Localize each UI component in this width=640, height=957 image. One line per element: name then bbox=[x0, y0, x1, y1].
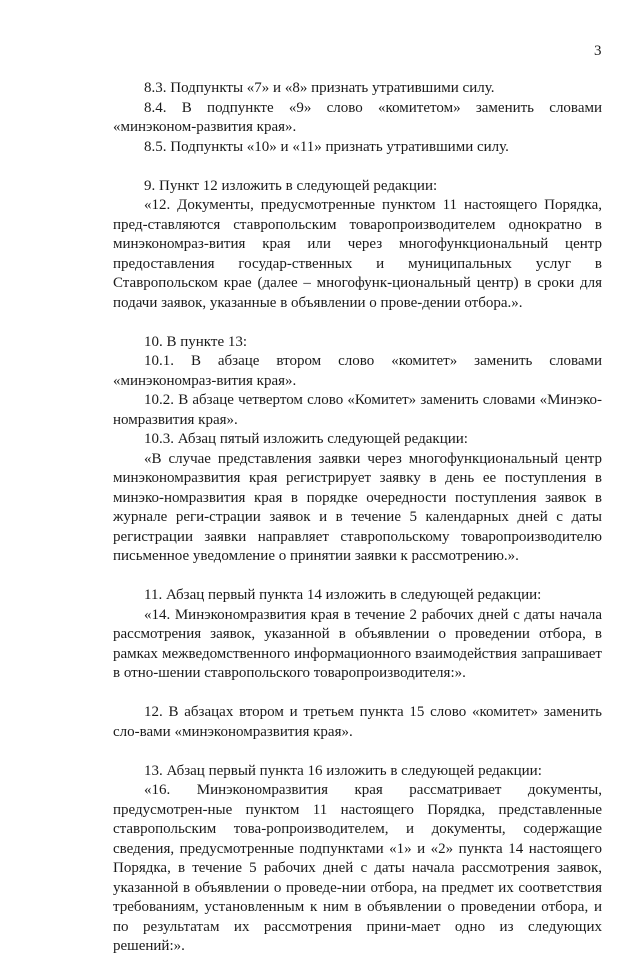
paragraph-9-text: «12. Документы, предусмотренные пунктом 11 настоящего Порядка, пред-ставляются ставропольским товаропроизводителем однократно в минэкономраз-вития края или через многофункциональный центр предоставления государ-ственных и муниципальных услуг в Ставропольском крае (далее – многофунк-циональный центр) в сроки для подачи заявок, указанные в объявлении о прове-дении отбора.». bbox=[113, 197, 602, 311]
document-body bbox=[113, 79, 602, 957]
paragraph-10-2: 10.2. В абзаце четвертом слово «Комитет» заменить словами «Минэко-номразвития края». bbox=[113, 392, 602, 428]
spacer bbox=[113, 742, 602, 762]
paragraph-8-5: 8.5. Подпункты «10» и «11» признать утратившими силу. bbox=[144, 138, 509, 155]
paragraph-11: 11. Абзац первый пункта 14 изложить в следующей редакции: bbox=[144, 587, 542, 603]
spacer bbox=[113, 684, 602, 704]
paragraph-8-4: 8.4. В подпункте «9» слово «комитетом» заменить словами «минэконом-развития края». bbox=[113, 99, 602, 135]
spacer bbox=[113, 313, 602, 333]
paragraph-11-text: «14. Минэкономразвития края в течение 2 рабочих дней с даты начала рассмотрения заявок, указанной в объявлении о проведении отбора, в рамках межведомственного информационного взаимодействия запрашивает в отно-шении ставропольского товаропроизводителя:». bbox=[113, 606, 602, 681]
paragraph-10-3: 10.3. Абзац пятый изложить следующей редакции: bbox=[144, 431, 468, 447]
page-number: 3 bbox=[594, 43, 602, 59]
spacer bbox=[113, 157, 602, 177]
paragraph-13-text: «16. Минэкономразвития края рассматривает документы, предусмотрен-ные пунктом 11 настоящего Порядка, представленные ставропольским това-ропроизводителем, и документы, содержащие сведения, предусмотренные подпунктами «1» и «2» пункта 14 настоящего Порядка, в течение 5 рабочих дней с даты начала рассмотрения заявок, указанной в объявлении о проведе-нии отбора, на предмет их соответствия требованиям, установленным к ним в объявлении о проведении отбора, и по результатам их рассмотрения прини-мает одно из следующих решений:». bbox=[113, 782, 602, 954]
paragraph-8-3: 8.3. Подпункты «7» и «8» признать утратившими силу. bbox=[144, 80, 495, 96]
paragraph-9: 9. Пункт 12 изложить в следующей редакции: bbox=[144, 177, 438, 194]
paragraph-10-3-text: «В случае представления заявки через многофункциональный центр минэкономразвития края регистрирует заявку в день ее поступления в минэко-номразвития края в порядке очередности поступления заявок в журнале реги-страции заявок и в течение 5 календарных дней с даты регистрации заявки направляет ставропольскому товаропроизводителю письменное уведомление о принятии заявки к рассмотрению.». bbox=[113, 450, 602, 564]
paragraph-13: 13. Абзац первый пункта 16 изложить в следующей редакции: bbox=[144, 762, 542, 779]
paragraph-12: 12. В абзацах втором и третьем пункта 15 слово «комитет» заменить сло-вами «минэкономразвития края». bbox=[113, 704, 602, 740]
paragraph-10: 10. В пункте 13: bbox=[144, 333, 248, 350]
spacer bbox=[113, 567, 602, 587]
paragraph-10-1: 10.1. В абзаце втором слово «комитет» заменить словами «минэкономраз-вития края». bbox=[113, 353, 602, 389]
